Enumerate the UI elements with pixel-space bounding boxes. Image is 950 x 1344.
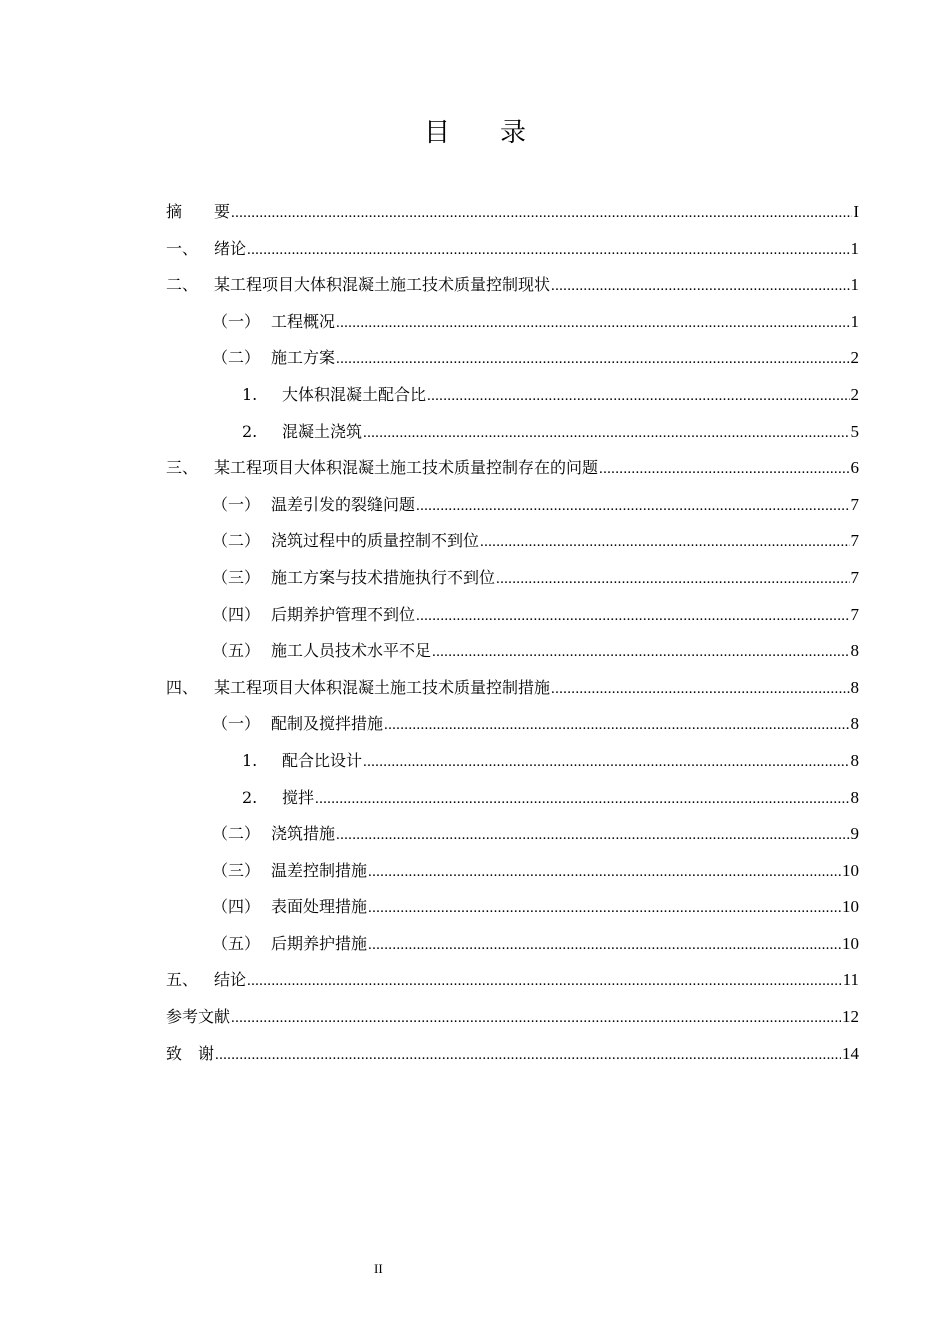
toc-entry[interactable] xyxy=(166,489,859,526)
toc-entry-page-number: 10 xyxy=(842,860,859,880)
toc-dot-leader xyxy=(480,526,849,558)
toc-entry-page-number: 7 xyxy=(850,604,859,624)
toc-entry-label: 工程概况 xyxy=(271,311,336,331)
toc-entry-page-number: 11 xyxy=(842,970,859,990)
toc-dot-leader xyxy=(336,343,849,375)
toc-entry[interactable] xyxy=(166,379,859,416)
toc-entry-page-number: 1 xyxy=(850,311,859,331)
toc-entry-number: （四） xyxy=(212,897,261,917)
toc-entry-label: 后期养护管理不到位 xyxy=(271,604,416,624)
toc-entry-label: 浇筑措施 xyxy=(271,824,336,844)
toc-entry-number: 2. xyxy=(242,421,258,441)
toc-entry-page-number: 8 xyxy=(850,677,859,697)
toc-entry-label: 浇筑过程中的质量控制不到位 xyxy=(271,531,480,551)
toc-dot-leader xyxy=(215,1039,841,1071)
toc-dot-leader xyxy=(231,197,852,229)
toc-entry[interactable] xyxy=(166,745,859,782)
toc-entry-page-number: 7 xyxy=(850,494,859,514)
toc-entry[interactable] xyxy=(166,1001,859,1038)
toc-dot-leader xyxy=(416,490,849,522)
toc-entry[interactable] xyxy=(166,342,859,379)
toc-entry-label: 施工方案与技术措施执行不到位 xyxy=(271,567,496,587)
page-title-char-1: 目 xyxy=(423,118,450,148)
toc-entry-number: （一） xyxy=(212,494,261,514)
toc-entry[interactable] xyxy=(166,928,859,965)
toc-entry-page-number: 8 xyxy=(850,750,859,770)
toc-dot-leader xyxy=(496,563,849,595)
toc-dot-leader xyxy=(247,234,849,266)
page-number-footer: II xyxy=(374,1261,383,1276)
toc-entry-number: 三、 xyxy=(166,458,199,478)
toc-entry-page-number: 1 xyxy=(850,275,859,295)
toc-entry-number: （一） xyxy=(212,311,261,331)
toc-dot-leader xyxy=(368,929,841,961)
toc-entry-page-number: 5 xyxy=(850,421,859,441)
toc-entry-label: 表面处理措施 xyxy=(271,897,368,917)
toc-dot-leader xyxy=(416,600,849,632)
toc-entry-label: 某工程项目大体积混凝土施工技术质量控制措施 xyxy=(214,677,551,697)
toc-entry[interactable] xyxy=(166,891,859,928)
toc-dot-leader xyxy=(551,270,849,302)
toc-entry-number: 五、 xyxy=(166,970,199,990)
toc-entry-label: 施工方案 xyxy=(271,348,336,368)
toc-entry-label: 搅拌 xyxy=(282,787,315,807)
page-title-char-2: 录 xyxy=(500,118,527,148)
toc-dot-leader xyxy=(336,819,849,851)
toc-dot-leader xyxy=(231,1002,841,1034)
toc-entry-number: （一） xyxy=(212,714,261,734)
toc-entry-number: （二） xyxy=(212,348,261,368)
toc-entry-number: 二、 xyxy=(166,275,199,295)
toc-dot-leader xyxy=(368,892,841,924)
toc-entry[interactable] xyxy=(166,672,859,709)
toc-entry-number: （三） xyxy=(212,567,261,587)
page-title xyxy=(0,112,950,149)
toc-entry-number: 一、 xyxy=(166,238,199,258)
toc-entry-page-number: 10 xyxy=(842,897,859,917)
toc-entry[interactable] xyxy=(166,964,859,1001)
toc-entry[interactable] xyxy=(166,1038,859,1075)
toc-entry[interactable] xyxy=(166,855,859,892)
toc-entry[interactable] xyxy=(166,196,859,233)
toc-entry[interactable] xyxy=(166,562,859,599)
toc-entry[interactable] xyxy=(166,525,859,562)
toc-entry-page-number: 8 xyxy=(850,787,859,807)
toc-entry[interactable] xyxy=(166,416,859,453)
toc-dot-leader xyxy=(315,783,849,815)
toc-entry-number: 1. xyxy=(242,750,258,770)
toc-dot-leader xyxy=(368,856,841,888)
toc-entry[interactable] xyxy=(166,306,859,343)
toc-entry-page-number: 1 xyxy=(850,238,859,258)
toc-entry-number: 四、 xyxy=(166,677,199,697)
toc-dot-leader xyxy=(336,307,849,339)
toc-entry-number: （二） xyxy=(212,531,261,551)
toc-entry-label: 温差控制措施 xyxy=(271,860,368,880)
toc-dot-leader xyxy=(551,673,849,705)
toc-entry-number: （五） xyxy=(212,933,261,953)
toc-entry-label: 配制及搅拌措施 xyxy=(271,714,384,734)
toc-entry-page-number: 2 xyxy=(850,348,859,368)
toc-entry-page-number: 12 xyxy=(842,1007,859,1027)
toc-entry-number: （三） xyxy=(212,860,261,880)
toc-entry[interactable] xyxy=(166,818,859,855)
toc-entry-page-number: 8 xyxy=(850,714,859,734)
toc-entry-page-number: 10 xyxy=(842,933,859,953)
toc-dot-leader xyxy=(363,417,849,449)
toc-entry-page-number: I xyxy=(853,202,859,221)
toc-entry-label: 后期养护措施 xyxy=(271,933,368,953)
toc-entry-label: 混凝土浇筑 xyxy=(282,421,363,441)
toc-entry-page-number: 14 xyxy=(842,1043,859,1063)
toc-entry[interactable] xyxy=(166,782,859,819)
toc-entry-page-number: 6 xyxy=(850,458,859,478)
toc-entry-page-number: 2 xyxy=(850,384,859,404)
toc-entry-label: 施工人员技术水平不足 xyxy=(271,641,432,661)
toc-dot-leader xyxy=(432,636,849,668)
toc-entry-number: 2. xyxy=(242,787,258,807)
toc-dot-leader xyxy=(363,746,849,778)
toc-entry-label: 某工程项目大体积混凝土施工技术质量控制存在的问题 xyxy=(214,458,599,478)
toc-entry-label: 某工程项目大体积混凝土施工技术质量控制现状 xyxy=(214,275,551,295)
toc-entry-page-number: 7 xyxy=(850,531,859,551)
toc-entry-page-number: 9 xyxy=(850,824,859,844)
toc-entry-page-number: 7 xyxy=(850,567,859,587)
toc-entry-label: 大体积混凝土配合比 xyxy=(282,384,427,404)
toc-entry[interactable] xyxy=(166,233,859,270)
toc-entry-label: 摘 要 xyxy=(166,202,231,221)
toc-entry[interactable] xyxy=(166,452,859,489)
toc-dot-leader xyxy=(599,453,849,485)
toc-entry-label: 致 谢 xyxy=(166,1043,215,1063)
toc-dot-leader xyxy=(247,965,842,997)
toc-entry-number: 1. xyxy=(242,384,258,404)
toc-entry-number: （二） xyxy=(212,824,261,844)
toc-entry[interactable] xyxy=(166,269,859,306)
toc-entry-label: 参考文献 xyxy=(166,1007,231,1027)
toc-entry-label: 绪论 xyxy=(214,238,247,258)
toc-entry-number: （四） xyxy=(212,604,261,624)
toc-entry[interactable] xyxy=(166,599,859,636)
toc-entry-label: 温差引发的裂缝问题 xyxy=(271,494,416,514)
toc-entry-number: （五） xyxy=(212,641,261,661)
toc-dot-leader xyxy=(384,709,849,741)
toc-dot-leader xyxy=(427,380,849,412)
toc-entry-label: 结论 xyxy=(214,970,247,990)
toc-entry[interactable] xyxy=(166,635,859,672)
table-of-contents xyxy=(166,196,859,1074)
toc-entry[interactable] xyxy=(166,708,859,745)
toc-entry-label: 配合比设计 xyxy=(282,750,363,770)
toc-entry-page-number: 8 xyxy=(850,641,859,661)
